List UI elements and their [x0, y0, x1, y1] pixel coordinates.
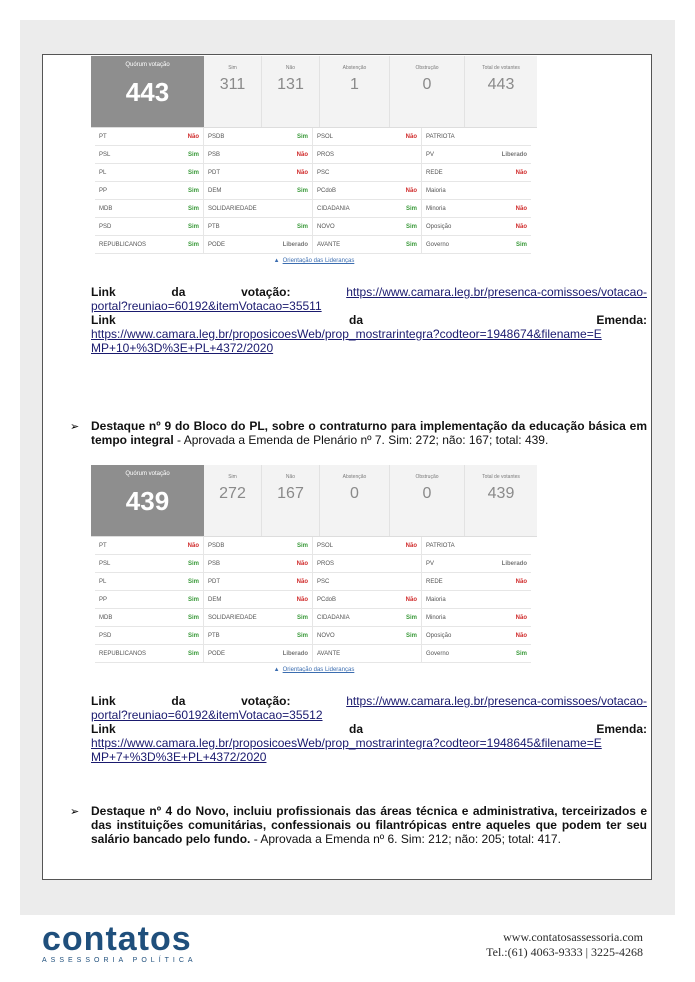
- orientation-link-label: Orientação das Lideranças: [282, 258, 355, 264]
- destaque-9-result: - Aprovada a Emenda de Plenário nº 7. Sim: 272; não: 167; total: 439.: [173, 433, 549, 447]
- vote-stat: [465, 465, 537, 536]
- vote-stat-value: 0: [422, 485, 432, 502]
- party-row: [204, 218, 312, 236]
- vote-stat: [204, 465, 262, 536]
- party-name: PSC: [317, 578, 330, 585]
- party-name: PV: [426, 151, 435, 158]
- party-row: [204, 573, 312, 591]
- party-name: PSDB: [208, 542, 225, 549]
- party-column: [313, 128, 422, 254]
- party-orientation: Sim: [187, 596, 199, 603]
- vote-stat: [204, 56, 262, 127]
- party-row: [95, 182, 203, 200]
- party-row: [95, 591, 203, 609]
- vote-stat-label: Obstrução: [415, 65, 439, 71]
- party-orientation: Não: [515, 614, 527, 621]
- party-name: PCdoB: [317, 187, 337, 194]
- emenda-link-line: [91, 313, 647, 327]
- party-orientation: Sim: [405, 241, 417, 248]
- party-row: [95, 218, 203, 236]
- party-row: [95, 537, 203, 555]
- party-name: PL: [99, 169, 107, 176]
- triangle-up-icon: ▲: [273, 258, 280, 264]
- party-name: PODE: [208, 241, 226, 248]
- party-row: [95, 627, 203, 645]
- party-row: [422, 146, 531, 164]
- party-name: MDB: [99, 614, 113, 621]
- party-name: CIDADANIA: [317, 614, 350, 621]
- party-orientation: Não: [405, 596, 417, 603]
- party-orientation: Não: [296, 560, 308, 567]
- link-word: da: [171, 694, 186, 708]
- vote-links-block-2: [91, 694, 647, 764]
- vote-stat-value: 311: [219, 76, 246, 93]
- party-row: [313, 627, 421, 645]
- vote-link-line: [91, 285, 647, 299]
- party-orientation: Não: [515, 578, 527, 585]
- party-orientation: Não: [296, 578, 308, 585]
- destaque-4-result: - Aprovada a Emenda nº 6. Sim: 212; não: 205; total: 417.: [250, 832, 561, 846]
- party-orientation: Não: [187, 542, 199, 549]
- party-column: [204, 537, 313, 663]
- vote-stat-value: 131: [277, 76, 304, 93]
- party-name: PSD: [99, 223, 112, 230]
- vote-summary-header: [91, 56, 537, 128]
- party-row: [422, 182, 531, 200]
- party-row: [422, 164, 531, 182]
- vote-stat-label: Não: [285, 65, 296, 71]
- party-orientation: Sim: [187, 560, 199, 567]
- link-word: Link: [91, 313, 116, 327]
- party-name: DEM: [208, 187, 222, 194]
- party-name: PSL: [99, 560, 111, 567]
- party-orientation: Não: [515, 632, 527, 639]
- vote-stat-value: 439: [487, 485, 515, 502]
- party-row: [204, 555, 312, 573]
- party-orientation: Sim: [187, 650, 199, 657]
- party-orientation: Sim: [405, 632, 417, 639]
- vote-stat-value: 167: [277, 485, 304, 502]
- link-word: da: [171, 285, 186, 299]
- link-word: Link: [91, 722, 116, 736]
- party-name: PDT: [208, 578, 220, 585]
- party-row: [95, 573, 203, 591]
- party-row: [204, 200, 312, 218]
- party-name: PODE: [208, 650, 226, 657]
- quorum-box: [91, 465, 204, 536]
- party-orientation: Não: [515, 205, 527, 212]
- party-row: [313, 573, 421, 591]
- party-row: [313, 609, 421, 627]
- party-name: Minoria: [426, 614, 446, 621]
- party-orientation: Não: [405, 187, 417, 194]
- party-row: [313, 200, 421, 218]
- party-name: NOVO: [317, 223, 335, 230]
- party-name: PSD: [99, 632, 112, 639]
- party-row: [313, 645, 421, 663]
- emenda-link-continued[interactable]: MP+10+%3D%3E+PL+4372/2020: [91, 341, 274, 355]
- party-name: Governo: [426, 650, 450, 657]
- party-name: PROS: [317, 151, 335, 158]
- vote-link[interactable]: https://www.camara.leg.br/presenca-comissoes/votacao-: [346, 694, 647, 708]
- party-orientation: Sim: [187, 151, 199, 158]
- party-column: [95, 537, 204, 663]
- party-name: PSDB: [208, 133, 225, 140]
- logo-wordmark: contatos: [42, 920, 192, 958]
- party-orientation: Sim: [296, 223, 308, 230]
- bullet-arrow-icon: ➢: [70, 806, 80, 818]
- emenda-link[interactable]: https://www.camara.leg.br/proposicoesWeb/prop_mostrarintegra?codteor=1948645&filename=E: [91, 736, 602, 750]
- party-name: PL: [99, 578, 107, 585]
- party-name: AVANTE: [317, 241, 341, 248]
- party-row: [204, 609, 312, 627]
- vote-stat-value: 272: [219, 485, 246, 502]
- party-orientation: Sim: [187, 205, 199, 212]
- vote-stat-label: Não: [285, 474, 296, 480]
- party-orientation-grid: [91, 128, 537, 254]
- party-orientation: Não: [296, 169, 308, 176]
- party-row: [95, 146, 203, 164]
- party-orientation: Sim: [515, 650, 527, 657]
- party-name: PATRIOTA: [426, 542, 455, 549]
- vote-stat-label: Abstenção: [342, 474, 367, 480]
- link-word: da: [348, 313, 363, 327]
- party-row: [95, 128, 203, 146]
- party-column: [422, 537, 531, 663]
- party-name: NOVO: [317, 632, 335, 639]
- logo-tagline: ASSESSORIA POLÍTICA: [42, 957, 197, 964]
- triangle-up-icon: ▲: [273, 667, 280, 673]
- party-row: [313, 128, 421, 146]
- party-orientation: Sim: [405, 614, 417, 621]
- party-name: Minoria: [426, 205, 446, 212]
- destaque-9-paragraph: [91, 419, 647, 447]
- party-orientation: Sim: [187, 169, 199, 176]
- vote-stat-label: Total de votantes: [482, 474, 520, 480]
- party-orientation: Sim: [296, 133, 308, 140]
- contatos-logo: [42, 922, 197, 964]
- party-name: PCdoB: [317, 596, 337, 603]
- party-orientation: Sim: [296, 542, 308, 549]
- party-name: Governo: [426, 241, 450, 248]
- party-row: [313, 236, 421, 254]
- party-column: [313, 537, 422, 663]
- vote-stat: [320, 465, 390, 536]
- link-word: votação:: [241, 285, 291, 299]
- link-word: Emenda:: [596, 313, 647, 327]
- party-row: [95, 236, 203, 254]
- vote-stat-value: 1: [350, 76, 359, 93]
- party-orientation: Não: [296, 596, 308, 603]
- vote-stat: [262, 56, 320, 127]
- party-name: DEM: [208, 596, 222, 603]
- party-name: PSOL: [317, 133, 334, 140]
- party-orientation: Sim: [405, 223, 417, 230]
- party-row: [95, 555, 203, 573]
- party-name: AVANTE: [317, 650, 341, 657]
- orientation-link[interactable]: [91, 667, 537, 673]
- vote-result-panel: [91, 465, 537, 673]
- party-column: [422, 128, 531, 254]
- party-row: [422, 573, 531, 591]
- party-row: [204, 645, 312, 663]
- party-orientation: Não: [515, 169, 527, 176]
- party-name: REPUBLICANOS: [99, 241, 147, 248]
- vote-stat-value: 0: [422, 76, 432, 93]
- party-orientation: Não: [405, 133, 417, 140]
- party-name: CIDADANIA: [317, 205, 350, 212]
- link-word: da: [348, 722, 363, 736]
- party-name: REDE: [426, 578, 443, 585]
- party-orientation: Sim: [187, 578, 199, 585]
- footer-website: www.contatosassessoria.com: [503, 930, 643, 944]
- party-row: [95, 609, 203, 627]
- party-row: [422, 555, 531, 573]
- party-name: PP: [99, 596, 108, 603]
- party-row: [422, 218, 531, 236]
- party-name: PATRIOTA: [426, 133, 455, 140]
- vote-link-continued[interactable]: portal?reuniao=60192&itemVotacao=35512: [91, 708, 323, 722]
- vote-stat-label: Obstrução: [415, 474, 439, 480]
- party-row: [313, 591, 421, 609]
- vote-stat: [262, 465, 320, 536]
- party-row: [204, 627, 312, 645]
- orientation-link[interactable]: [91, 258, 537, 264]
- party-row: [313, 218, 421, 236]
- party-row: [204, 236, 312, 254]
- party-orientation: Sim: [187, 223, 199, 230]
- party-orientation: Sim: [515, 241, 527, 248]
- party-column: [95, 128, 204, 254]
- vote-stat-value: 443: [487, 76, 515, 93]
- party-row: [422, 609, 531, 627]
- link-word: Link: [91, 285, 116, 299]
- vote-stat: [320, 56, 390, 127]
- party-orientation: Sim: [187, 187, 199, 194]
- party-name: PDT: [208, 169, 220, 176]
- party-name: PSOL: [317, 542, 334, 549]
- quorum-box: [91, 56, 204, 127]
- vote-stat-value: 0: [350, 485, 359, 502]
- footer-phone: Tel.:(61) 4063-9333 | 3225-4268: [486, 945, 643, 959]
- bullet-arrow-icon: ➢: [70, 421, 80, 433]
- link-word: Emenda:: [596, 722, 647, 736]
- party-name: PROS: [317, 560, 335, 567]
- vote-summary-header: [91, 465, 537, 537]
- party-name: PV: [426, 560, 435, 567]
- vote-stat: [390, 465, 465, 536]
- party-name: PT: [99, 542, 107, 549]
- party-name: REDE: [426, 169, 443, 176]
- party-name: Oposição: [426, 632, 452, 639]
- party-name: PSL: [99, 151, 111, 158]
- vote-links-block-1: [91, 285, 647, 355]
- party-name: SOLIDARIEDADE: [208, 614, 257, 621]
- party-name: PTB: [208, 632, 220, 639]
- party-row: [313, 146, 421, 164]
- vote-link-line: [91, 694, 647, 708]
- party-row: [422, 645, 531, 663]
- destaque-9-title: Destaque nº 9 do Bloco do PL, sobre o contraturno para implementação da educação básica em tempo integral: [91, 419, 647, 447]
- party-row: [313, 164, 421, 182]
- party-row: [95, 200, 203, 218]
- party-orientation: Não: [515, 223, 527, 230]
- party-orientation: Sim: [187, 614, 199, 621]
- party-orientation: Não: [405, 542, 417, 549]
- vote-stat-label: Sim: [228, 474, 237, 480]
- party-name: SOLIDARIEDADE: [208, 205, 257, 212]
- party-orientation: Liberado: [501, 560, 527, 567]
- party-name: Maioria: [426, 187, 446, 194]
- party-name: PSB: [208, 560, 221, 567]
- party-row: [422, 537, 531, 555]
- party-orientation-grid: [91, 537, 537, 663]
- quorum-label: Quórum votação: [125, 62, 170, 68]
- party-name: MDB: [99, 205, 113, 212]
- party-row: [204, 128, 312, 146]
- party-row: [204, 146, 312, 164]
- emenda-link-line: [91, 722, 647, 736]
- party-name: REPUBLICANOS: [99, 650, 147, 657]
- party-name: Maioria: [426, 596, 446, 603]
- party-name: PSC: [317, 169, 330, 176]
- party-row: [422, 236, 531, 254]
- vote-stat-label: Abstenção: [342, 65, 367, 71]
- party-row: [204, 182, 312, 200]
- party-column: [204, 128, 313, 254]
- vote-link-continued[interactable]: portal?reuniao=60192&itemVotacao=35511: [91, 299, 322, 313]
- party-orientation: Liberado: [501, 151, 527, 158]
- vote-stat: [465, 56, 537, 127]
- link-word: votação:: [241, 694, 291, 708]
- party-row: [313, 537, 421, 555]
- link-word: Link: [91, 694, 116, 708]
- party-row: [422, 627, 531, 645]
- party-row: [204, 164, 312, 182]
- party-row: [313, 182, 421, 200]
- party-row: [95, 645, 203, 663]
- quorum-value: 443: [125, 77, 170, 107]
- party-orientation: Sim: [296, 614, 308, 621]
- emenda-link[interactable]: https://www.camara.leg.br/proposicoesWeb/prop_mostrarintegra?codteor=1948674&filename=E: [91, 327, 602, 341]
- party-name: PTB: [208, 223, 220, 230]
- vote-stat-label: Sim: [228, 65, 237, 71]
- party-row: [313, 555, 421, 573]
- party-name: PT: [99, 133, 107, 140]
- quorum-value: 439: [125, 486, 170, 516]
- party-orientation: Liberado: [282, 650, 308, 657]
- party-name: PP: [99, 187, 108, 194]
- party-orientation: Sim: [187, 632, 199, 639]
- party-row: [204, 537, 312, 555]
- party-orientation: Liberado: [282, 241, 308, 248]
- party-orientation: Sim: [405, 205, 417, 212]
- footer-contact: [486, 930, 643, 960]
- party-name: PSB: [208, 151, 221, 158]
- party-row: [204, 591, 312, 609]
- party-row: [422, 591, 531, 609]
- party-orientation: Não: [187, 133, 199, 140]
- vote-result-panel: [91, 56, 537, 264]
- vote-stat-label: Total de votantes: [482, 65, 520, 71]
- party-row: [422, 200, 531, 218]
- vote-stat: [390, 56, 465, 127]
- party-orientation: Não: [296, 151, 308, 158]
- destaque-4-paragraph: [91, 804, 647, 846]
- quorum-label: Quórum votação: [125, 471, 170, 477]
- vote-link[interactable]: https://www.camara.leg.br/presenca-comissoes/votacao-: [346, 285, 647, 299]
- party-row: [95, 164, 203, 182]
- emenda-link-continued[interactable]: MP+7+%3D%3E+PL+4372/2020: [91, 750, 267, 764]
- destaque-4-title: Destaque nº 4 do Novo, incluiu profissionais das áreas técnica e administrativa, terceirizados e das instituições comunitárias, confessionais ou filantrópicas entre aqueles que podem ter seu salário bancado pelo fundo.: [91, 804, 647, 846]
- party-orientation: Sim: [296, 187, 308, 194]
- orientation-link-label: Orientação das Lideranças: [282, 667, 355, 673]
- party-name: Oposição: [426, 223, 452, 230]
- party-orientation: Sim: [187, 241, 199, 248]
- party-row: [422, 128, 531, 146]
- party-orientation: Sim: [296, 632, 308, 639]
